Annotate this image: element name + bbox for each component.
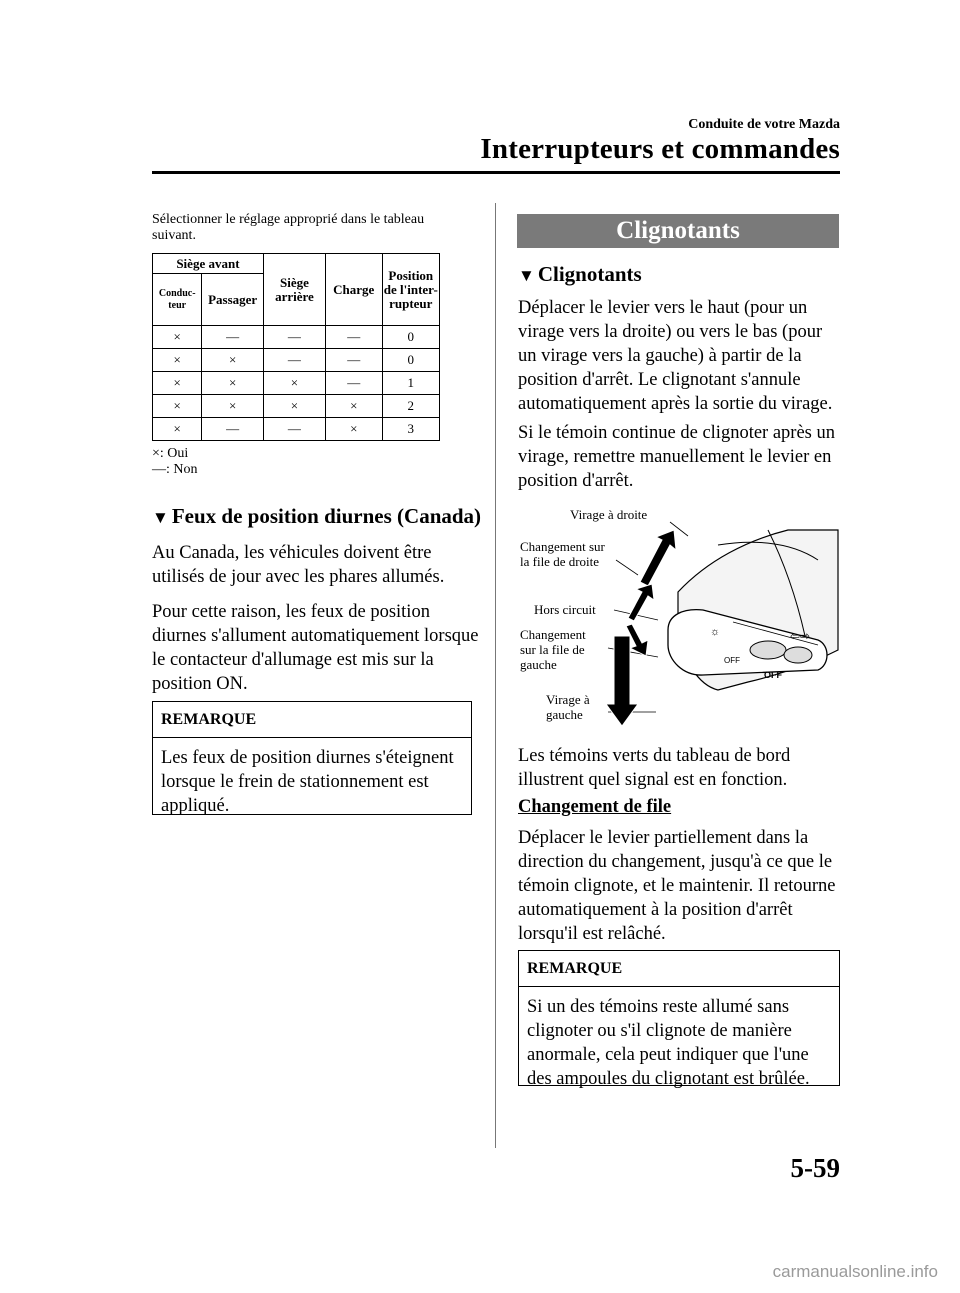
table-cell: × bbox=[202, 395, 263, 418]
table-cell: — bbox=[263, 349, 325, 372]
section-heading-daytime-lights bbox=[152, 504, 482, 529]
note-text: Si un des témoins reste allumé sans clignoter ou s'il clignote de manière anormale, cela peut indiquer que l'une des ampoules du clignotant est brûlée. bbox=[527, 997, 810, 1089]
turn-signal-lever-illustration bbox=[518, 500, 842, 732]
arrow-lane-right bbox=[628, 584, 654, 621]
paragraph: Pour cette raison, les feux de position diurnes s'allument automatiquement lorsque le contacteur d'allumage est mis sur la position ON. bbox=[152, 602, 479, 694]
header-rear-seat: Siège arrière bbox=[263, 254, 325, 326]
table-intro: Sélectionner le réglage approprié dans le tableau suivant. bbox=[152, 212, 425, 243]
header-driver: Conduc-teur bbox=[153, 274, 202, 326]
table-cell: — bbox=[325, 372, 382, 395]
table-cell: × bbox=[153, 418, 202, 441]
table-cell: × bbox=[153, 326, 202, 349]
label-left-turn: Virage à bbox=[546, 692, 590, 707]
table-row bbox=[153, 418, 440, 441]
subheading-lane-change: Changement de file bbox=[518, 797, 672, 817]
label-lane-right: Changement sur bbox=[520, 539, 605, 554]
triangle-bullet-icon: ▼ bbox=[518, 266, 535, 285]
table-cell: — bbox=[263, 326, 325, 349]
legend-no: —: Non bbox=[152, 462, 198, 477]
chapter-title: Interrupteurs et commandes bbox=[480, 133, 840, 165]
label-lane-left: Changement bbox=[520, 627, 586, 642]
table-cell: × bbox=[153, 372, 202, 395]
light-icon: ☼ bbox=[710, 626, 721, 638]
column-divider bbox=[495, 203, 496, 1148]
legend-yes: ×: Oui bbox=[152, 446, 189, 461]
turn-arrows-icon: ⇦⇨ bbox=[790, 629, 811, 643]
note-text: Les feux de position diurnes s'éteignent lorsque le frein de stationnement est appliqué. bbox=[161, 748, 454, 816]
table-row bbox=[153, 395, 440, 418]
watermark: carmanualsonline.info bbox=[772, 1262, 938, 1281]
switch-off-label: OFF bbox=[764, 670, 782, 680]
table-cell: 3 bbox=[382, 418, 439, 441]
table-cell: × bbox=[325, 418, 382, 441]
paragraph: Les témoins verts du tableau de bord illustrent quel signal est en fonction. bbox=[518, 746, 791, 790]
note-title: REMARQUE bbox=[153, 702, 471, 738]
note-box bbox=[152, 701, 472, 815]
note-title: REMARQUE bbox=[519, 951, 839, 987]
table-cell: — bbox=[202, 326, 263, 349]
heading-text: Feux de position diurnes (Canada) bbox=[171, 504, 482, 528]
label-lane-right: la file de droite bbox=[520, 554, 600, 569]
table-cell: — bbox=[325, 349, 382, 372]
header-load: Charge bbox=[325, 254, 382, 326]
table-cell: × bbox=[202, 372, 263, 395]
paragraph: Si le témoin continue de clignoter après un virage, remettre manuellement le levier en position d'arrêt. bbox=[518, 423, 835, 491]
settings-table bbox=[152, 253, 440, 441]
motion-arrows bbox=[606, 530, 676, 726]
section-heading-turn-signals bbox=[518, 262, 840, 287]
table-cell: × bbox=[263, 372, 325, 395]
header-passenger: Passager bbox=[202, 274, 263, 326]
header-switch-position: Position de l'inter-rupteur bbox=[382, 254, 439, 326]
header-rule bbox=[152, 171, 840, 174]
table-row bbox=[153, 349, 440, 372]
table-cell: × bbox=[202, 349, 263, 372]
heading-text: Clignotants bbox=[537, 262, 642, 286]
table-cell: × bbox=[153, 349, 202, 372]
paragraph: Au Canada, les véhicules doivent être utilisés de jour avec les phares allumés. bbox=[152, 543, 445, 587]
paragraph: Déplacer le levier partiellement dans la direction du changement, jusqu'à ce que le témoin clignote, et le maintenir. Il retourne automatiquement à la position d'arrêt lorsqu'il est relâché. bbox=[518, 828, 836, 944]
arrow-right-turn bbox=[640, 530, 676, 586]
table-cell: — bbox=[202, 418, 263, 441]
label-lane-left: sur la file de bbox=[520, 642, 585, 657]
table-legend bbox=[152, 446, 198, 478]
section-banner: Clignotants bbox=[517, 214, 839, 248]
table-cell: × bbox=[263, 395, 325, 418]
table-cell: 2 bbox=[382, 395, 439, 418]
paragraph: Déplacer le levier vers le haut (pour un virage vers la droite) ou vers le bas (pour un virage vers la gauche) à partir de la position d'arrêt. Le clignotant s'annule automatiquement après la sortie du virage. bbox=[518, 298, 833, 414]
table-cell: — bbox=[325, 326, 382, 349]
label-lane-left: gauche bbox=[520, 657, 557, 672]
table-cell: 1 bbox=[382, 372, 439, 395]
label-left-turn: gauche bbox=[546, 707, 583, 722]
switch-off-label: OFF bbox=[724, 656, 740, 665]
table-cell: × bbox=[153, 395, 202, 418]
table-row bbox=[153, 326, 440, 349]
table-cell: × bbox=[325, 395, 382, 418]
label-right-turn: Virage à droite bbox=[570, 507, 648, 522]
table-cell: — bbox=[263, 418, 325, 441]
table-cell: 0 bbox=[382, 349, 439, 372]
table-row bbox=[153, 372, 440, 395]
triangle-bullet-icon: ▼ bbox=[152, 508, 169, 527]
page-number: 5-59 bbox=[790, 1153, 840, 1183]
label-off: Hors circuit bbox=[534, 602, 596, 617]
header-front-seat: Siège avant bbox=[153, 254, 264, 274]
table-cell: 0 bbox=[382, 326, 439, 349]
chapter-subtitle: Conduite de votre Mazda bbox=[688, 117, 840, 132]
note-box bbox=[518, 950, 840, 1089]
